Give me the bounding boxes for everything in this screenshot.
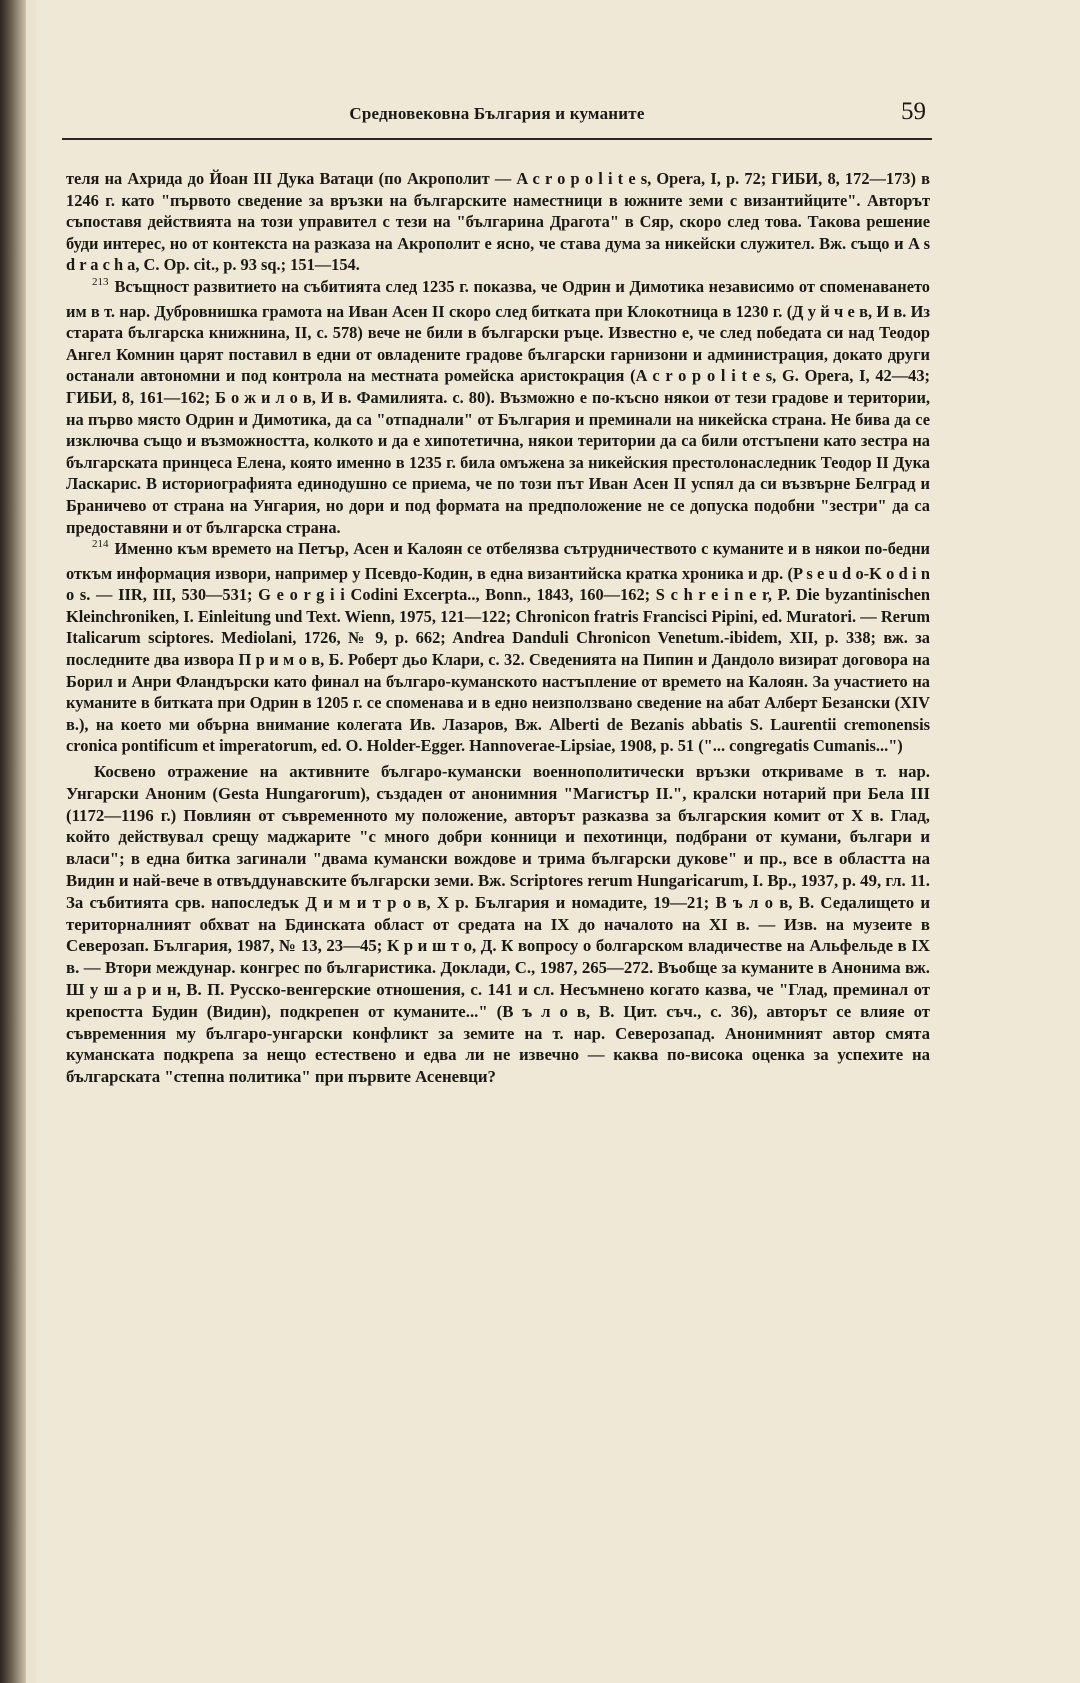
page-number: 59 bbox=[901, 98, 926, 125]
footnote-continuation bbox=[66, 168, 930, 276]
footnote-text: Именно към времето на Петър, Асен и Калоян се отбелязва сътрудничеството с куманите и в някои по-бедни откъм информация извори, например у Псевдо-Кодин, в една византийска кратка хроника и др. (P s e u d o-K o d i n o s. — IIR, III, 530—531; G e o r g i i Codini Excerpta.., Bonn., 1843, 160—162; S c h r e i n e r, P. Die byzantinischen Kleinchroniken, I. Einleitung und Text. Wienn, 1975, 121—122; Chronicon fratris Francisci Pipini, ed. Muratori. — Rerum Italicarum sciptores. Mediolani, 1726, № 9, p. 662; Andrea Danduli Chronicon Venetum.-ibidem, XII, p. 338; вж. за последните два извора П р и м о в, Б. Роберт дьо Клари, с. 32. Сведенията на Пипин и Дандоло визират договора на Борил и Анри Фландърски като финал на българо-куманското настъпление от времето на Калоян. За участието на куманите в битката при Одрин в 1205 г. се споменава и в едно неизползвано сведение на абат Алберт Безански (XIV в.), на което ми обърна внимание колегата Ив. Лазаров, Вж. Alberti de Bezanis abbatis S. Laurentii cremonensis cronica pontificum et imperatorum, ed. O. Holder-Egger. Hannoverae-Lipsiae, 1908, p. 51 ("... congregatis Cumanis...") bbox=[66, 539, 930, 756]
footnote-marker: 214 bbox=[92, 538, 109, 551]
footnote-text: Всъщност развитието на събитията след 1235 г. показва, че Одрин и Димотика независимо от споменаването им в т. нар. Дубровнишка грамота на Иван Асен II скоро след битката при Клокотница в 1230 г. (Д у й ч е в, И в. Из старата българска книжнина, II, с. 578) вече не били в български ръце. Известно е, че след победата си над Теодор Ангел Комнин царят поставил в едни от овладените градове български гарнизони и администрация, докато други останали автономни и под контрола на местната ромейска аристокрация (A c r o p o l i t e s, G. Opera, I, 42—43; ГИБИ, 8, 161—162; Б о ж и л о в, И в. Фамилията. с. 80). Възможно е по-късно някои от тези градове и територии, на първо място Одрин и Димотика, да са "отпаднали" от България и преминали на никейска страна. Не бива да се изключва също и възможността, колкото и да е хипотетична, някои територии да са били отстъпени като зестра на българската принцеса Елена, която именно в 1235 г. била омъжена за никейския престолонаследник Теодор II Дука Ласкарис. В историографията единодушно се приема, че по този път Иван Асен II успял да си възвърне Белград и Браничево от страна на Унгария, но дори и под формата на предположение не се допуска подобни "зестри" да са предоставяни и от българска страна. bbox=[66, 276, 930, 537]
footnote-213 bbox=[66, 276, 930, 538]
page-header bbox=[62, 98, 932, 140]
footnote-marker: 213 bbox=[92, 275, 109, 288]
page-binding-shadow bbox=[0, 0, 26, 1683]
main-paragraph: Косвено отражение на активните българо-кумански военнополитически връзки откриваме в т. нар. Унгарски Аноним (Gesta Hungarorum), създаден от анонимния "Магистър II.", кралски нотарий при Бела III (1172—1196 г.) Повлиян от съвременното му положение, авторът разказва за българския комит от Х в. Глад, който действувал срещу маджарите "с много добри конници и пехотинци, подбрани от кумани, българи и власи"; в една битка загинали "двама кумански вождове и трима български дукове" и пр., все в областта на Видин и най-вече в отвъддунавските български земи. Вж. Scriptores rerum Hungaricarum, I. Bp., 1937, p. 49, гл. 11. За събитията срв. напоследък Д и м и т р о в, Х р. България и номадите, 19—21; В ъ л о в, В. Седалището и територналният обхват на Бдинската област от средата на IX до началото на XI в. — Изв. на музеите в Северозап. България, 1987, № 13, 23—45; К р и ш т о, Д. К вопросу о болгарском владичестве на Альфельде в IX в. — Втори междунар. конгрес по българистика. Доклади, С., 1987, 265—272. Въобще за куманите в Анонима вж. Ш у ш а р и н, В. П. Русско-венгерские отношения, с. 141 и сл. Несъмнено когато казва, че "Глад, преминал от крепостта Будин (Видин), подкрепен от куманите..." (В ъ л о в, В. Цит. съч., с. 36), авторът се влияе от съвременния му българо-унгарски конфликт за земите на т. нар. Северозапад. Анонимният автор смята куманската подкрепа за нещо естествено и едва ли не извечно — каква по-висока оценка за успехите на българската "степна политика" при първите Асеневци? bbox=[66, 762, 930, 1087]
footnote-text: теля на Ахрида до Йоан III Дука Ватаци (по Акрополит — A c r o p o l i t e s, Opera, I, p. 72; ГИБИ, 8, 172—173) в 1246 г. като "първото сведение за връзки на българските наместници в южните земи с византийците". Авторът съпоставя действията на този управител с тези на "българина Драгота" в Сяр, скоро след това. Такова решение буди интерес, но от контекста на разказа на Акрополит е ясно, че става дума за никейски служител. Вж. също и A s d r a c h a, C. Op. cit., p. 93 sq.; 151—154. bbox=[66, 169, 930, 275]
footnote-214 bbox=[66, 538, 930, 757]
page-body bbox=[66, 168, 930, 1088]
running-title: Средновековна България и куманите bbox=[349, 104, 645, 123]
